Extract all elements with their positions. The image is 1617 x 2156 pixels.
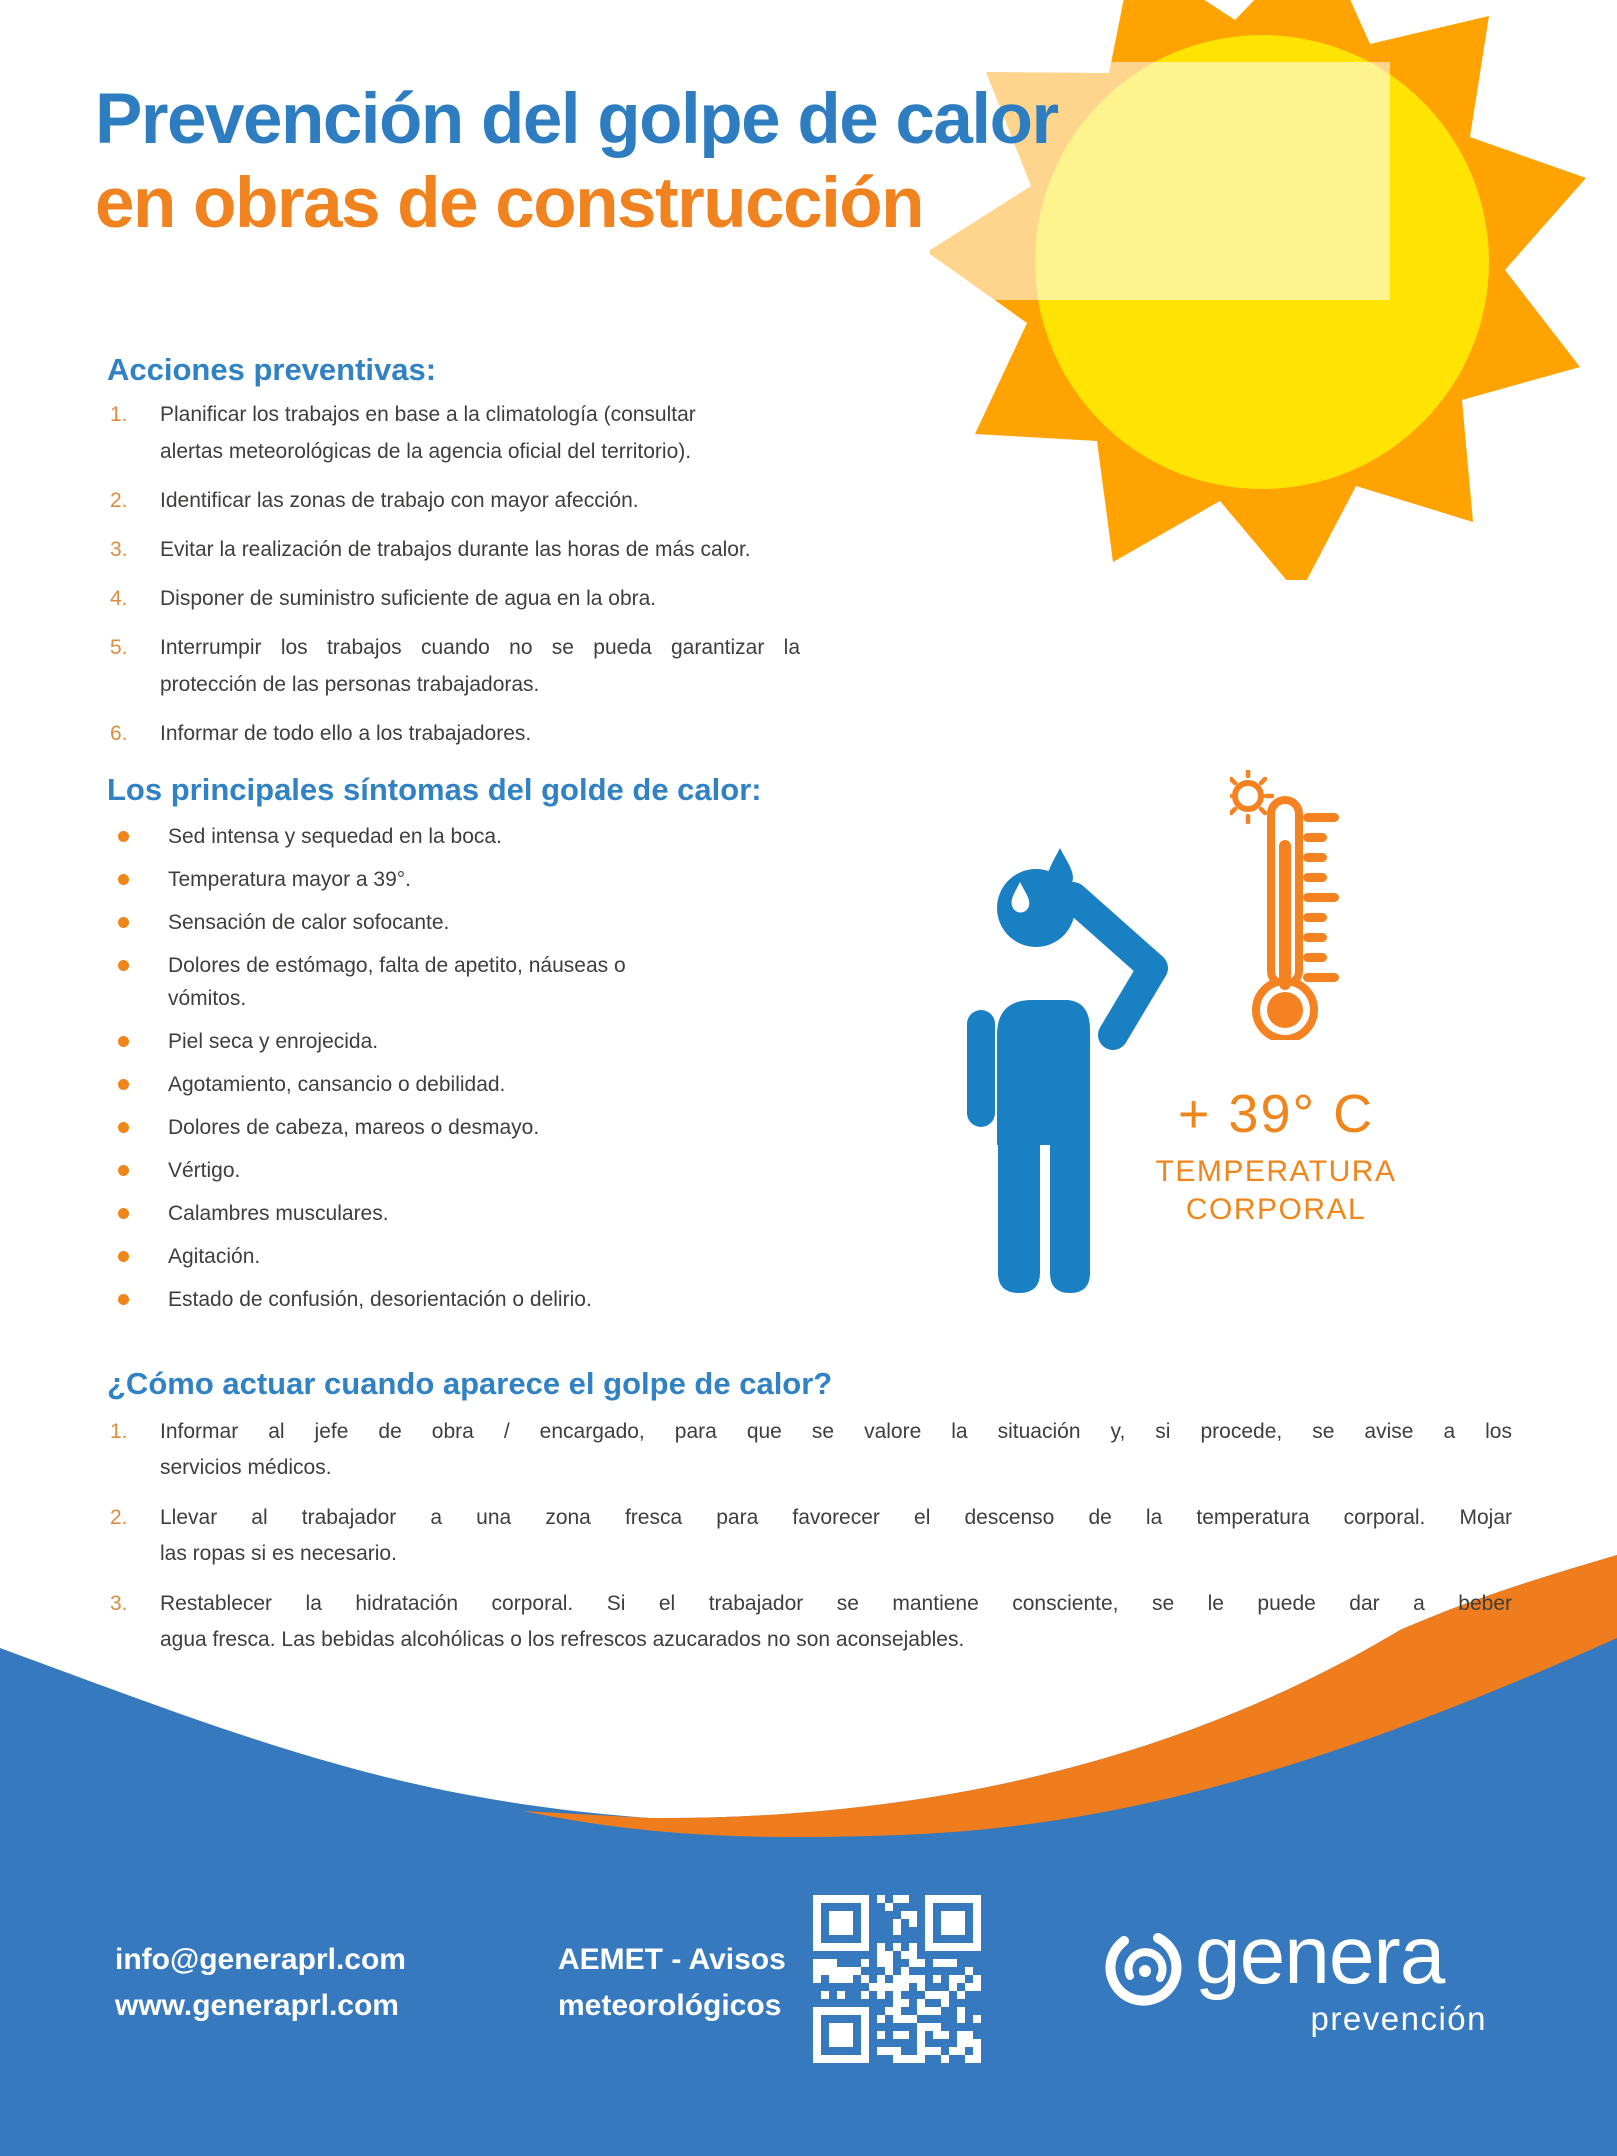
- qr-code: [813, 1895, 981, 2063]
- bullet-icon: [118, 1251, 129, 1262]
- item-text: [160, 1414, 1512, 1486]
- item-number: 6.: [110, 722, 128, 745]
- item-text: [168, 1240, 680, 1273]
- item-text-line: alertas meteorológicas de la agencia oficial del territorio).: [160, 440, 692, 463]
- item-number: 3.: [110, 1592, 128, 1615]
- item-text-line: Sensación de calor sofocante.: [168, 911, 450, 934]
- item-number: 5.: [110, 636, 128, 659]
- website-link[interactable]: www.generaprl.com: [115, 1989, 399, 2022]
- temperature-label-line2: CORPORAL: [1185, 1193, 1367, 1226]
- actions-heading: ¿Cómo actuar cuando aparece el golpe de calor?: [107, 1366, 833, 1401]
- item-number: 1.: [110, 1420, 128, 1443]
- list-item: [110, 1197, 680, 1230]
- item-text: [160, 531, 800, 568]
- list-item: [110, 715, 800, 752]
- qr-caption: [558, 1937, 786, 2029]
- item-text: [168, 1025, 680, 1058]
- item-text-line: servicios médicos.: [160, 1456, 332, 1479]
- item-text-line: Identificar las zonas de trabajo con mayor afección.: [160, 489, 639, 512]
- item-text: [160, 715, 800, 752]
- item-text: [168, 1197, 680, 1230]
- genera-logo-icon: [1100, 1916, 1190, 2016]
- item-text: [160, 482, 800, 519]
- item-text: [168, 906, 680, 939]
- item-number: 2.: [110, 1506, 128, 1529]
- item-text-line: Agitación.: [168, 1245, 261, 1268]
- list-item: [110, 629, 800, 703]
- list-item: [110, 482, 800, 519]
- bullet-icon: [118, 1036, 129, 1047]
- list-item: [110, 531, 800, 568]
- item-text-line: Informar de todo ello a los trabajadores.: [160, 722, 532, 745]
- sweating-person-icon: [940, 840, 1180, 1300]
- list-item: [110, 1111, 680, 1144]
- item-text-line: Planificar los trabajos en base a la climatología (consultar: [160, 403, 696, 426]
- bullet-icon: [118, 874, 129, 885]
- symptoms-list: [110, 820, 680, 1326]
- qr-caption-line1: AEMET - Avisos: [558, 1943, 786, 1976]
- list-item: [110, 820, 680, 853]
- item-text-line: Disponer de suministro suficiente de agua en la obra.: [160, 587, 657, 610]
- thermometer-scale-icon: [1303, 813, 1339, 982]
- item-text-line: Dolores de cabeza, mareos o desmayo.: [168, 1116, 540, 1139]
- item-text-line: Interrumpir los trabajos cuando no se pueda garantizar la: [160, 636, 800, 659]
- item-text-line: Vértigo.: [168, 1159, 241, 1182]
- temperature-label-line1: TEMPERATURA: [1155, 1155, 1397, 1188]
- item-text: [168, 949, 680, 1015]
- bullet-icon: [118, 831, 129, 842]
- list-item: [110, 1025, 680, 1058]
- item-text-line: Sed intensa y sequedad en la boca.: [168, 825, 502, 848]
- qr-caption-line2: meteorológicos: [558, 1989, 782, 2022]
- item-text-line: Temperatura mayor a 39°.: [168, 868, 412, 891]
- item-text: [168, 1154, 680, 1187]
- list-item: [110, 863, 680, 896]
- list-item: [110, 1283, 680, 1316]
- symptoms-heading: Los principales síntomas del golde de calor:: [107, 772, 762, 807]
- bullet-icon: [118, 1165, 129, 1176]
- contact-block: [115, 1937, 406, 2029]
- item-number: 1.: [110, 403, 128, 426]
- bullet-icon: [118, 917, 129, 928]
- logo-subtext: prevención: [1310, 2000, 1487, 2037]
- item-text-line: Dolores de estómago, falta de apetito, náuseas o: [168, 954, 626, 977]
- item-text: [168, 863, 680, 896]
- poster-title-line2: en obras de construcción: [95, 164, 924, 243]
- item-text-line: Evitar la realización de trabajos durante las horas de más calor.: [160, 538, 751, 561]
- list-item: [110, 1414, 1512, 1486]
- poster-title-line1: Prevención del golpe de calor: [95, 80, 1058, 159]
- item-text: [168, 1111, 680, 1144]
- item-text: [160, 396, 800, 470]
- item-text-line: Agotamiento, cansancio o debilidad.: [168, 1073, 506, 1096]
- temperature-value: + 39° C: [1177, 1084, 1375, 1144]
- list-item: [110, 906, 680, 939]
- item-number: 2.: [110, 489, 128, 512]
- item-text-line: agua fresca. Las bebidas alcohólicas o los refrescos azucarados no son aconsejables.: [160, 1628, 965, 1651]
- item-text-line: Restablecer la hidratación corporal. Si el trabajador se mantiene consciente, se le puede dar a beber: [160, 1592, 1512, 1615]
- item-text-line: Llevar al trabajador a una zona fresca para favorecer el descenso de la temperatura corporal. Mojar: [160, 1506, 1512, 1529]
- item-text-line: Calambres musculares.: [168, 1202, 389, 1225]
- item-number: 4.: [110, 587, 128, 610]
- bullet-icon: [118, 960, 129, 971]
- preventive-heading: Acciones preventivas:: [107, 352, 437, 387]
- item-text: [160, 629, 800, 703]
- item-number: 3.: [110, 538, 128, 561]
- poster-title: [95, 78, 1058, 246]
- list-item: [110, 396, 800, 470]
- bullet-icon: [118, 1122, 129, 1133]
- list-item: [110, 1154, 680, 1187]
- item-text-line: Informar al jefe de obra / encargado, para que se valore la situación y, si procede, se avise a los: [160, 1420, 1512, 1443]
- item-text-line: protección de las personas trabajadoras.: [160, 673, 540, 696]
- bullet-icon: [118, 1294, 129, 1305]
- list-item: [110, 580, 800, 617]
- footer: [0, 1500, 1617, 2156]
- item-text-line: vómitos.: [168, 987, 247, 1010]
- email-link[interactable]: info@generaprl.com: [115, 1943, 406, 1976]
- body-temperature-caption: [1126, 1085, 1426, 1229]
- bullet-icon: [118, 1208, 129, 1219]
- item-text: [168, 1283, 680, 1316]
- preventive-list: [110, 396, 800, 764]
- item-text-line: las ropas si es necesario.: [160, 1542, 397, 1565]
- item-text: [160, 580, 800, 617]
- logo-name: genera: [1195, 1910, 1445, 2001]
- genera-logo: [1100, 1908, 1520, 2068]
- bullet-icon: [118, 1079, 129, 1090]
- list-item: [110, 949, 680, 1015]
- item-text-line: Estado de confusión, desorientación o delirio.: [168, 1288, 592, 1311]
- item-text-line: Piel seca y enrojecida.: [168, 1030, 379, 1053]
- list-item: [110, 1240, 680, 1273]
- item-text: [168, 1068, 680, 1101]
- thermometer-icon: [1230, 770, 1360, 1040]
- list-item: [110, 1068, 680, 1101]
- item-text: [168, 820, 680, 853]
